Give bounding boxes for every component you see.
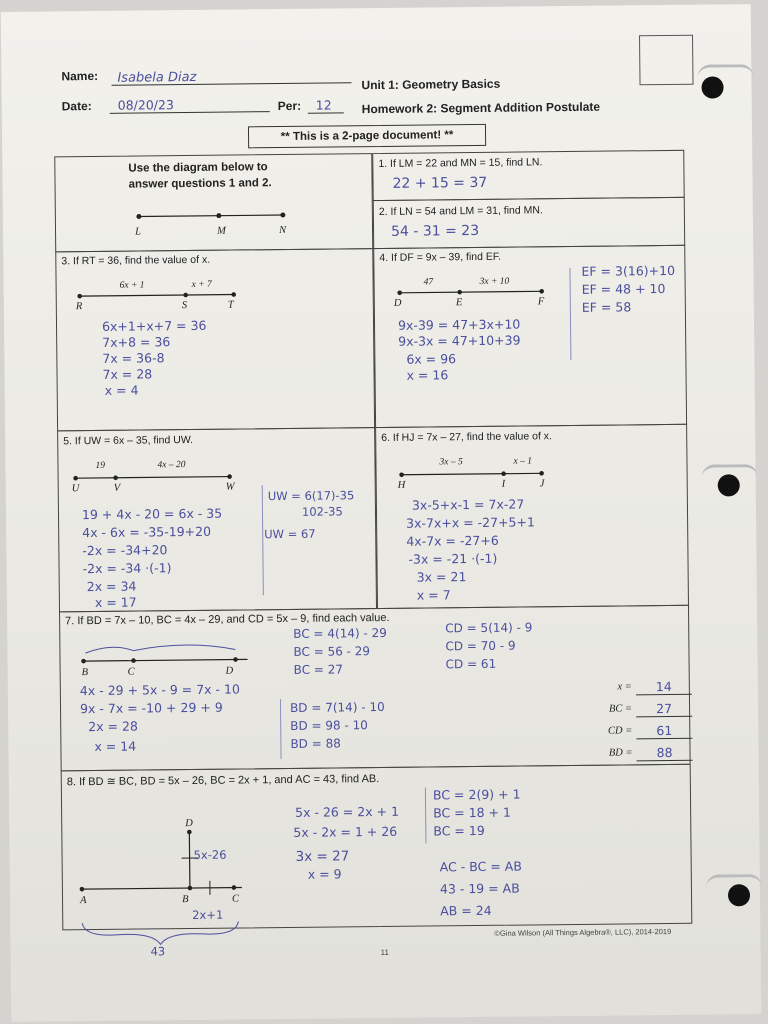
q6-work-4: -3x = -21 ·(-1) xyxy=(408,550,498,567)
q7-work-1: 4x - 29 + 5x - 9 = 7x - 10 xyxy=(79,681,240,699)
q8-point-b: B xyxy=(181,894,189,906)
q5-work-2: 4x - 6x = -35-19+20 xyxy=(82,523,212,541)
q8-mark-bc: 2x+1 xyxy=(192,907,224,922)
q7-answer-bd-label: BD = xyxy=(608,747,633,759)
q3-work-1: 6x+1+x+7 = 36 xyxy=(101,317,207,334)
q4-seg-label-1: 47 xyxy=(423,277,434,288)
q7-work-2: 9x - 7x = -10 + 29 + 9 xyxy=(79,699,223,717)
notice-text: ** This is a 2-page document! ** xyxy=(280,129,454,144)
point-label-n: N xyxy=(278,224,287,237)
q3-seg-label-2: x + 7 xyxy=(191,279,212,290)
q4-prompt: 4. If DF = 9x – 39, find EF. xyxy=(379,250,502,265)
q7-bd-work-2: BD = 98 - 10 xyxy=(290,718,368,733)
q7-work-4: x = 14 xyxy=(94,738,137,755)
q7-answer-bc-label: BC = xyxy=(608,703,633,715)
q7-work-3: 2x = 28 xyxy=(88,718,138,735)
q5-seg-label-2: 4x – 20 xyxy=(157,460,186,471)
q6-work-1: 3x-5+x-1 = 7x-27 xyxy=(411,496,525,513)
q2-prompt: 2. If LN = 54 and LM = 31, find MN. xyxy=(378,204,543,219)
per-label: Per: xyxy=(277,98,302,114)
q5-work-1: 19 + 4x - 20 = 6x - 35 xyxy=(81,505,223,523)
q6-point-h: H xyxy=(397,479,406,491)
lmn-segment-diagram xyxy=(133,209,293,223)
q4-seg-label-2: 3x + 10 xyxy=(479,276,510,287)
q1-work: 22 + 15 = 37 xyxy=(392,174,488,192)
intro-text-line1: Use the diagram below to xyxy=(128,161,268,175)
binder-ring-middle xyxy=(718,474,740,496)
q4-work-4: x = 16 xyxy=(406,367,449,383)
abcd-diagram xyxy=(73,809,264,951)
q5-point-w: W xyxy=(225,481,235,493)
q6-prompt: 6. If HJ = 7x – 27, find the value of x. xyxy=(381,430,553,444)
name-value: Isabela Diaz xyxy=(117,69,197,86)
q4-work-3: 6x = 96 xyxy=(406,351,457,367)
q5-prompt: 5. If UW = 6x – 35, find UW. xyxy=(63,433,194,448)
binder-ring-bottom xyxy=(728,884,750,906)
q5-work-3: -2x = -34+20 xyxy=(82,542,168,559)
q8-work-1: 5x - 26 = 2x + 1 xyxy=(295,803,400,820)
q3-point-r: R xyxy=(75,301,83,313)
q2-work: 54 - 31 = 23 xyxy=(390,222,480,240)
q7-bd-work-3: BD = 88 xyxy=(290,736,341,751)
homework-title: Homework 2: Segment Addition Postulate xyxy=(361,99,601,117)
date-label: Date: xyxy=(61,99,92,114)
q8-work-4: x = 9 xyxy=(307,866,342,882)
copyright: ©Gina Wilson (All Things Algebra®, LLC), 2014-2019 xyxy=(494,926,672,938)
q4-side-work-3: EF = 58 xyxy=(581,299,632,315)
q6-work-6: x = 7 xyxy=(416,587,451,603)
q3-point-t: T xyxy=(227,299,234,311)
page-number: 11 xyxy=(380,947,389,958)
q5-point-v: V xyxy=(113,482,121,494)
q4-side-work-1: EF = 3(16)+10 xyxy=(581,262,676,279)
q7-prompt: 7. If BD = 7x – 10, BC = 4x – 29, and CD = 5x – 9, find each value. xyxy=(65,611,390,628)
q3-work-2: 7x+8 = 36 xyxy=(102,334,171,350)
hij-segment-diagram xyxy=(396,468,556,480)
name-label: Name: xyxy=(61,68,99,84)
q4-point-e: E xyxy=(455,297,463,309)
q7-answer-x-value: 14 xyxy=(636,679,692,696)
q4-point-f: F xyxy=(537,296,545,308)
q8-ab-work-2: 43 - 19 = AB xyxy=(439,880,520,897)
q4-work-1: 9x-39 = 47+3x+10 xyxy=(397,316,521,333)
q7-answer-cd-label: CD = xyxy=(607,725,633,737)
q7-point-b: B xyxy=(81,667,89,679)
q8-bc-work-1: BC = 2(9) + 1 xyxy=(432,786,521,803)
q6-work-5: 3x = 21 xyxy=(416,569,467,585)
q7-bc-work-2: BC = 56 - 29 xyxy=(293,644,371,659)
q8-point-a: A xyxy=(79,895,87,907)
worksheet-page xyxy=(1,4,762,1022)
q8-bc-work-3: BC = 19 xyxy=(433,822,485,839)
q3-work-4: 7x = 28 xyxy=(102,366,153,382)
q3-work-5: x = 4 xyxy=(104,382,139,398)
point-label-l: L xyxy=(134,226,141,238)
q3-point-s: S xyxy=(181,300,188,312)
point-label-m: M xyxy=(216,225,226,237)
q5-side-work-2: 102-35 xyxy=(301,504,343,519)
def-segment-diagram xyxy=(394,286,554,298)
q7-answer-bc-value: 27 xyxy=(636,701,692,718)
name-line xyxy=(111,66,351,86)
q7-cd-work-2: CD = 70 - 9 xyxy=(445,638,516,654)
score-box xyxy=(639,35,694,86)
q6-work-3: 4x-7x = -27+6 xyxy=(406,532,499,549)
intro-text-line2: answer questions 1 and 2. xyxy=(128,177,272,191)
binder-wire xyxy=(706,874,762,888)
q8-prompt: 8. If BD ≅ BC, BD = 5x – 26, BC = 2x + 1, and AC = 43, find AB. xyxy=(66,773,380,789)
q1-prompt: 1. If LM = 22 and MN = 15, find LN. xyxy=(378,156,543,171)
q8-mark-bd: 5x-26 xyxy=(193,847,227,862)
q6-point-i: I xyxy=(501,478,506,490)
q6-work-2: 3x-7x+x = -27+5+1 xyxy=(406,514,535,531)
uvw-segment-diagram xyxy=(70,471,240,483)
q6-point-j: J xyxy=(539,478,545,490)
q5-point-u: U xyxy=(71,483,80,495)
q7-answer-cd-value: 61 xyxy=(636,723,692,740)
q4-point-d: D xyxy=(393,297,402,309)
per-line xyxy=(308,96,344,113)
notice-box xyxy=(248,124,486,148)
q3-seg-label-1: 6x + 1 xyxy=(119,280,145,291)
q5-work-5: 2x = 34 xyxy=(86,578,137,595)
q5-work-4: -2x = -34 ·(-1) xyxy=(82,560,172,577)
q3-work-3: 7x = 36-8 xyxy=(102,350,165,366)
q7-bc-work-1: BC = 4(14) - 29 xyxy=(293,625,387,641)
q5-side-work-1: UW = 6(17)-35 xyxy=(267,488,355,504)
q7-point-c: C xyxy=(127,666,135,678)
q8-ab-work-1: AC - BC = AB xyxy=(439,858,522,875)
q8-mark-ac: 43 xyxy=(150,944,166,959)
q3-prompt: 3. If RT = 36, find the value of x. xyxy=(61,253,211,268)
q7-answer-bd-value: 88 xyxy=(636,745,692,762)
unit-title: Unit 1: Geometry Basics xyxy=(361,76,501,93)
q7-cd-work-3: CD = 61 xyxy=(445,656,497,672)
date-value: 08/20/23 xyxy=(117,97,174,113)
q6-seg-label-1: 3x – 5 xyxy=(439,457,463,468)
binder-wire xyxy=(702,464,758,478)
binder-wire xyxy=(697,64,753,78)
q7-answer-x-label: x = xyxy=(617,681,632,693)
q4-work-2: 9x-3x = 47+10+39 xyxy=(398,332,521,349)
q8-work-3: 3x = 27 xyxy=(295,848,350,865)
q7-bd-work-1: BD = 7(14) - 10 xyxy=(289,699,385,715)
q8-point-c: C xyxy=(231,893,240,905)
q4-side-work-2: EF = 48 + 10 xyxy=(581,281,666,297)
q8-bc-work-2: BC = 18 + 1 xyxy=(433,804,512,821)
q5-work-6: x = 17 xyxy=(94,594,137,611)
q7-bc-work-3: BC = 27 xyxy=(293,662,344,677)
rst-segment-diagram xyxy=(74,289,244,301)
binder-ring-top xyxy=(701,76,723,98)
q8-point-d: D xyxy=(185,817,193,830)
q5-side-work-3: UW = 67 xyxy=(264,526,316,542)
q8-ab-work-3: AB = 24 xyxy=(440,902,492,919)
q7-cd-work-1: CD = 5(14) - 9 xyxy=(445,620,533,636)
per-value: 12 xyxy=(315,97,332,113)
date-line xyxy=(110,95,270,114)
q6-seg-label-2: x – 1 xyxy=(513,456,532,467)
q8-work-2: 5x - 2x = 1 + 26 xyxy=(293,823,398,840)
q5-seg-label-1: 19 xyxy=(95,460,106,471)
q7-point-d: D xyxy=(225,665,234,677)
